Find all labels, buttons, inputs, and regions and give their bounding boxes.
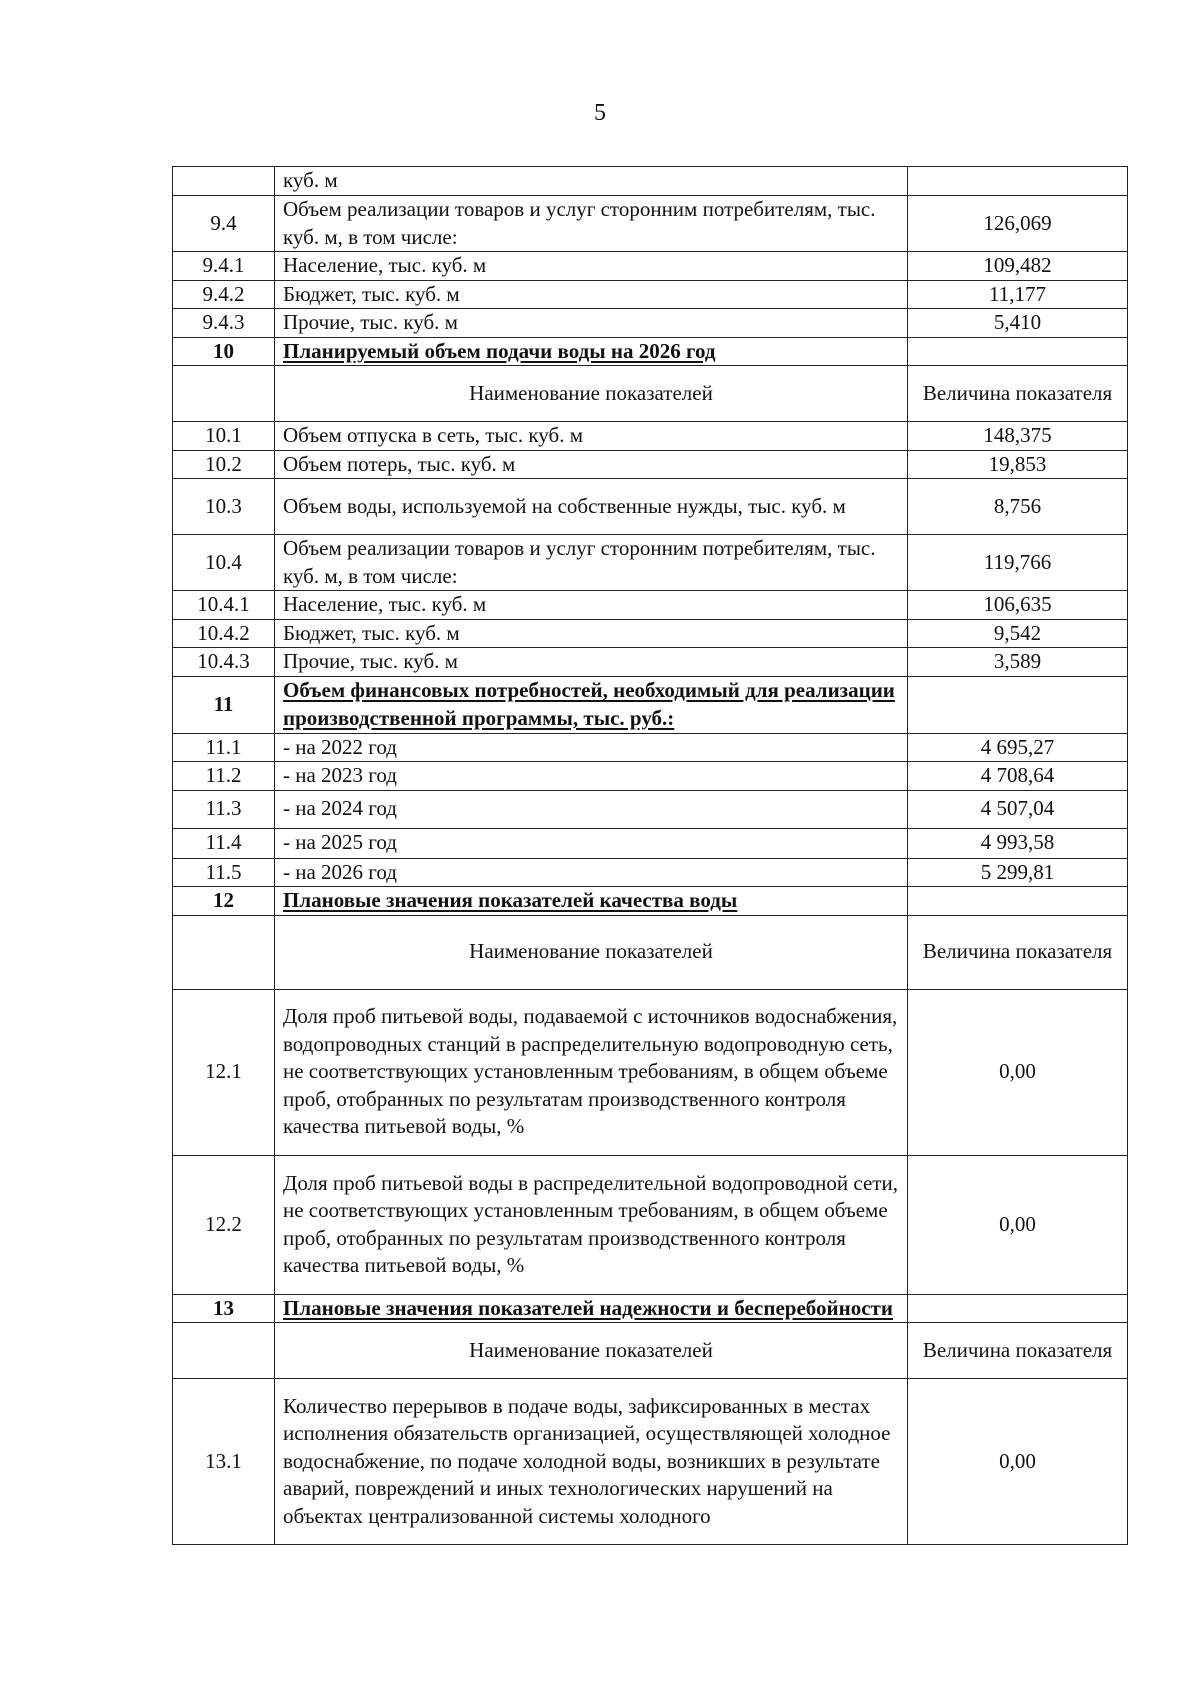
column-header-value: Величина показателя (908, 1323, 1128, 1379)
row-value (908, 887, 1128, 916)
section-number: 12 (173, 887, 275, 916)
table-row (173, 591, 1128, 620)
row-name: Прочие, тыс. куб. м (275, 309, 908, 338)
row-value (908, 1294, 1128, 1323)
row-value: 9,542 (908, 619, 1128, 648)
row-number: 10.1 (173, 422, 275, 451)
row-name: - на 2026 год (275, 858, 908, 887)
row-number: 10.4.3 (173, 648, 275, 677)
column-header-name: Наименование показателей (275, 915, 908, 989)
row-value: 4 507,04 (908, 790, 1128, 828)
table-row (173, 1155, 1128, 1294)
row-number: 11.4 (173, 828, 275, 858)
section-title: Плановые значения показателей надежности и бесперебойности (275, 1294, 908, 1323)
row-value: 126,069 (908, 196, 1128, 252)
table-row (173, 196, 1128, 252)
table-row (173, 619, 1128, 648)
row-value: 3,589 (908, 648, 1128, 677)
row-value: 4 695,27 (908, 733, 1128, 762)
row-number: 9.4.3 (173, 309, 275, 338)
row-name: Население, тыс. куб. м (275, 252, 908, 281)
row-number: 9.4 (173, 196, 275, 252)
row-value: 0,00 (908, 989, 1128, 1155)
row-name: - на 2023 год (275, 762, 908, 791)
row-number: 11.5 (173, 858, 275, 887)
section-number: 10 (173, 337, 275, 366)
row-value (908, 676, 1128, 733)
row-number (173, 167, 275, 196)
table-row (173, 167, 1128, 196)
row-value: 4 708,64 (908, 762, 1128, 791)
row-value: 119,766 (908, 535, 1128, 591)
row-number: 12.2 (173, 1155, 275, 1294)
row-number: 11.2 (173, 762, 275, 791)
section-row (173, 887, 1128, 916)
table-row (173, 828, 1128, 858)
row-number (173, 915, 275, 989)
row-number: 10.3 (173, 479, 275, 535)
row-name: Прочие, тыс. куб. м (275, 648, 908, 677)
table-row (173, 252, 1128, 281)
row-name: - на 2024 год (275, 790, 908, 828)
column-header-row (173, 915, 1128, 989)
row-name: Население, тыс. куб. м (275, 591, 908, 620)
table-row (173, 790, 1128, 828)
table-row (173, 479, 1128, 535)
section-title: Плановые значения показателей качества воды (275, 887, 908, 916)
row-name: Доля проб питьевой воды в распределительной водопроводной сети, не соответствующих установленным требованиям, в общем объеме проб, отобранных по результатам производственного контроля качества питьевой воды, % (275, 1155, 908, 1294)
section-number: 11 (173, 676, 275, 733)
row-name: Бюджет, тыс. куб. м (275, 619, 908, 648)
row-number: 12.1 (173, 989, 275, 1155)
row-number: 9.4.2 (173, 280, 275, 309)
row-value: 0,00 (908, 1379, 1128, 1545)
page-number: 5 (594, 100, 606, 126)
row-number: 11.1 (173, 733, 275, 762)
row-name: Объем отпуска в сеть, тыс. куб. м (275, 422, 908, 451)
column-header-value: Величина показателя (908, 915, 1128, 989)
section-title: Объем финансовых потребностей, необходимый для реализации производственной программы, тыс. руб.: (275, 676, 908, 733)
table-row (173, 450, 1128, 479)
table-row (173, 858, 1128, 887)
column-header-value: Величина показателя (908, 366, 1128, 422)
column-header-row (173, 366, 1128, 422)
row-name: - на 2025 год (275, 828, 908, 858)
row-name: Объем реализации товаров и услуг сторонним потребителям, тыс. куб. м, в том числе: (275, 535, 908, 591)
row-name: Объем потерь, тыс. куб. м (275, 450, 908, 479)
row-number: 10.4.1 (173, 591, 275, 620)
column-header-row (173, 1323, 1128, 1379)
row-value: 106,635 (908, 591, 1128, 620)
row-value (908, 337, 1128, 366)
row-number: 13.1 (173, 1379, 275, 1545)
column-header-name: Наименование показателей (275, 1323, 908, 1379)
row-name: куб. м (275, 167, 908, 196)
table-row (173, 989, 1128, 1155)
table-row (173, 422, 1128, 451)
row-name: Доля проб питьевой воды, подаваемой с источников водоснабжения, водопроводных станций в распределительную водопроводную сеть, не соответствующих установленным требованиям, в общем объеме проб, отобранных по результатам производственного контроля качества питьевой воды, % (275, 989, 908, 1155)
row-value (908, 167, 1128, 196)
row-number: 9.4.1 (173, 252, 275, 281)
table-row (173, 535, 1128, 591)
row-name: - на 2022 год (275, 733, 908, 762)
row-value: 8,756 (908, 479, 1128, 535)
section-number: 13 (173, 1294, 275, 1323)
row-name: Бюджет, тыс. куб. м (275, 280, 908, 309)
row-number (173, 366, 275, 422)
row-name: Количество перерывов в подаче воды, зафиксированных в местах исполнения обязательств организацией, осуществляющей холодное водоснабжение, по подаче холодной воды, возникших в результате аварий, повреждений и иных технологических нарушений на объектах централизованной системы холодного (275, 1379, 908, 1545)
indicators-table (172, 166, 1128, 1545)
row-number (173, 1323, 275, 1379)
table-row (173, 309, 1128, 338)
row-number: 10.4.2 (173, 619, 275, 648)
table-row (173, 648, 1128, 677)
column-header-name: Наименование показателей (275, 366, 908, 422)
table-row (173, 733, 1128, 762)
table-row (173, 762, 1128, 791)
row-value: 11,177 (908, 280, 1128, 309)
row-value: 5 299,81 (908, 858, 1128, 887)
row-value: 19,853 (908, 450, 1128, 479)
row-value: 5,410 (908, 309, 1128, 338)
row-name: Объем воды, используемой на собственные нужды, тыс. куб. м (275, 479, 908, 535)
section-row (173, 676, 1128, 733)
table-row (173, 280, 1128, 309)
row-number: 10.4 (173, 535, 275, 591)
table-row (173, 1379, 1128, 1545)
row-value: 109,482 (908, 252, 1128, 281)
row-number: 10.2 (173, 450, 275, 479)
row-value: 148,375 (908, 422, 1128, 451)
section-row (173, 337, 1128, 366)
row-value: 0,00 (908, 1155, 1128, 1294)
row-number: 11.3 (173, 790, 275, 828)
section-title: Планируемый объем подачи воды на 2026 год (275, 337, 908, 366)
row-name: Объем реализации товаров и услуг сторонним потребителям, тыс. куб. м, в том числе: (275, 196, 908, 252)
row-value: 4 993,58 (908, 828, 1128, 858)
section-row (173, 1294, 1128, 1323)
